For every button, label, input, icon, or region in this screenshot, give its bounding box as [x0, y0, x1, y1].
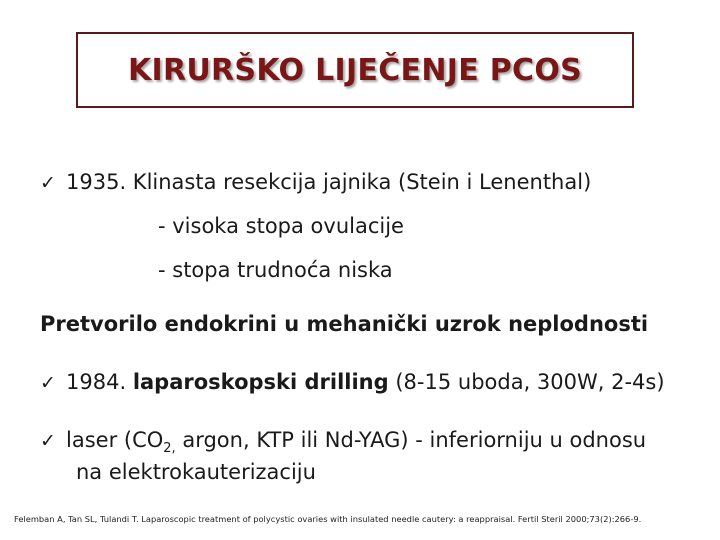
bullet-1984-bold: laparoskopski drilling [132, 370, 389, 394]
sub-item-ovulation: - visoka stopa ovulacije [158, 214, 404, 238]
bullet-1935-text: 1935. Klinasta resekcija jajnika (Stein i Lenenthal) [66, 170, 592, 194]
laser-text-pre: laser (CO [66, 428, 164, 452]
laser-subscript: 2, [163, 441, 176, 457]
bullet-1984 [40, 370, 665, 394]
bullet-1984-year: 1984. [66, 370, 127, 394]
checkmark-icon: ✓ [40, 372, 56, 394]
bullet-laser-line2: na elektrokauterizaciju [76, 460, 316, 484]
checkmark-icon: ✓ [40, 430, 56, 452]
bullet-1935 [40, 170, 591, 194]
bullet-1984-rest: (8-15 uboda, 300W, 2-4s) [395, 370, 665, 394]
checkmark-icon: ✓ [40, 172, 56, 194]
slide-title: KIRURŠKO LIJEČENJE PCOS [127, 52, 583, 88]
bullet-laser [40, 428, 646, 456]
sub-item-pregnancy: - stopa trudnoća niska [158, 258, 393, 282]
statement: Pretvorilo endokrini u mehanički uzrok neplodnosti [40, 312, 649, 336]
title-box [76, 32, 634, 108]
reference-citation: Felemban A, Tan SL, Tulandi T. Laparoscopic treatment of polycystic ovaries with insulated needle cautery: a reappraisal. Fertil Steril 2000;73(2):266-9. [14, 514, 642, 524]
laser-text-post: argon, KTP ili Nd-YAG) - inferiorniju u odnosu [175, 428, 647, 452]
